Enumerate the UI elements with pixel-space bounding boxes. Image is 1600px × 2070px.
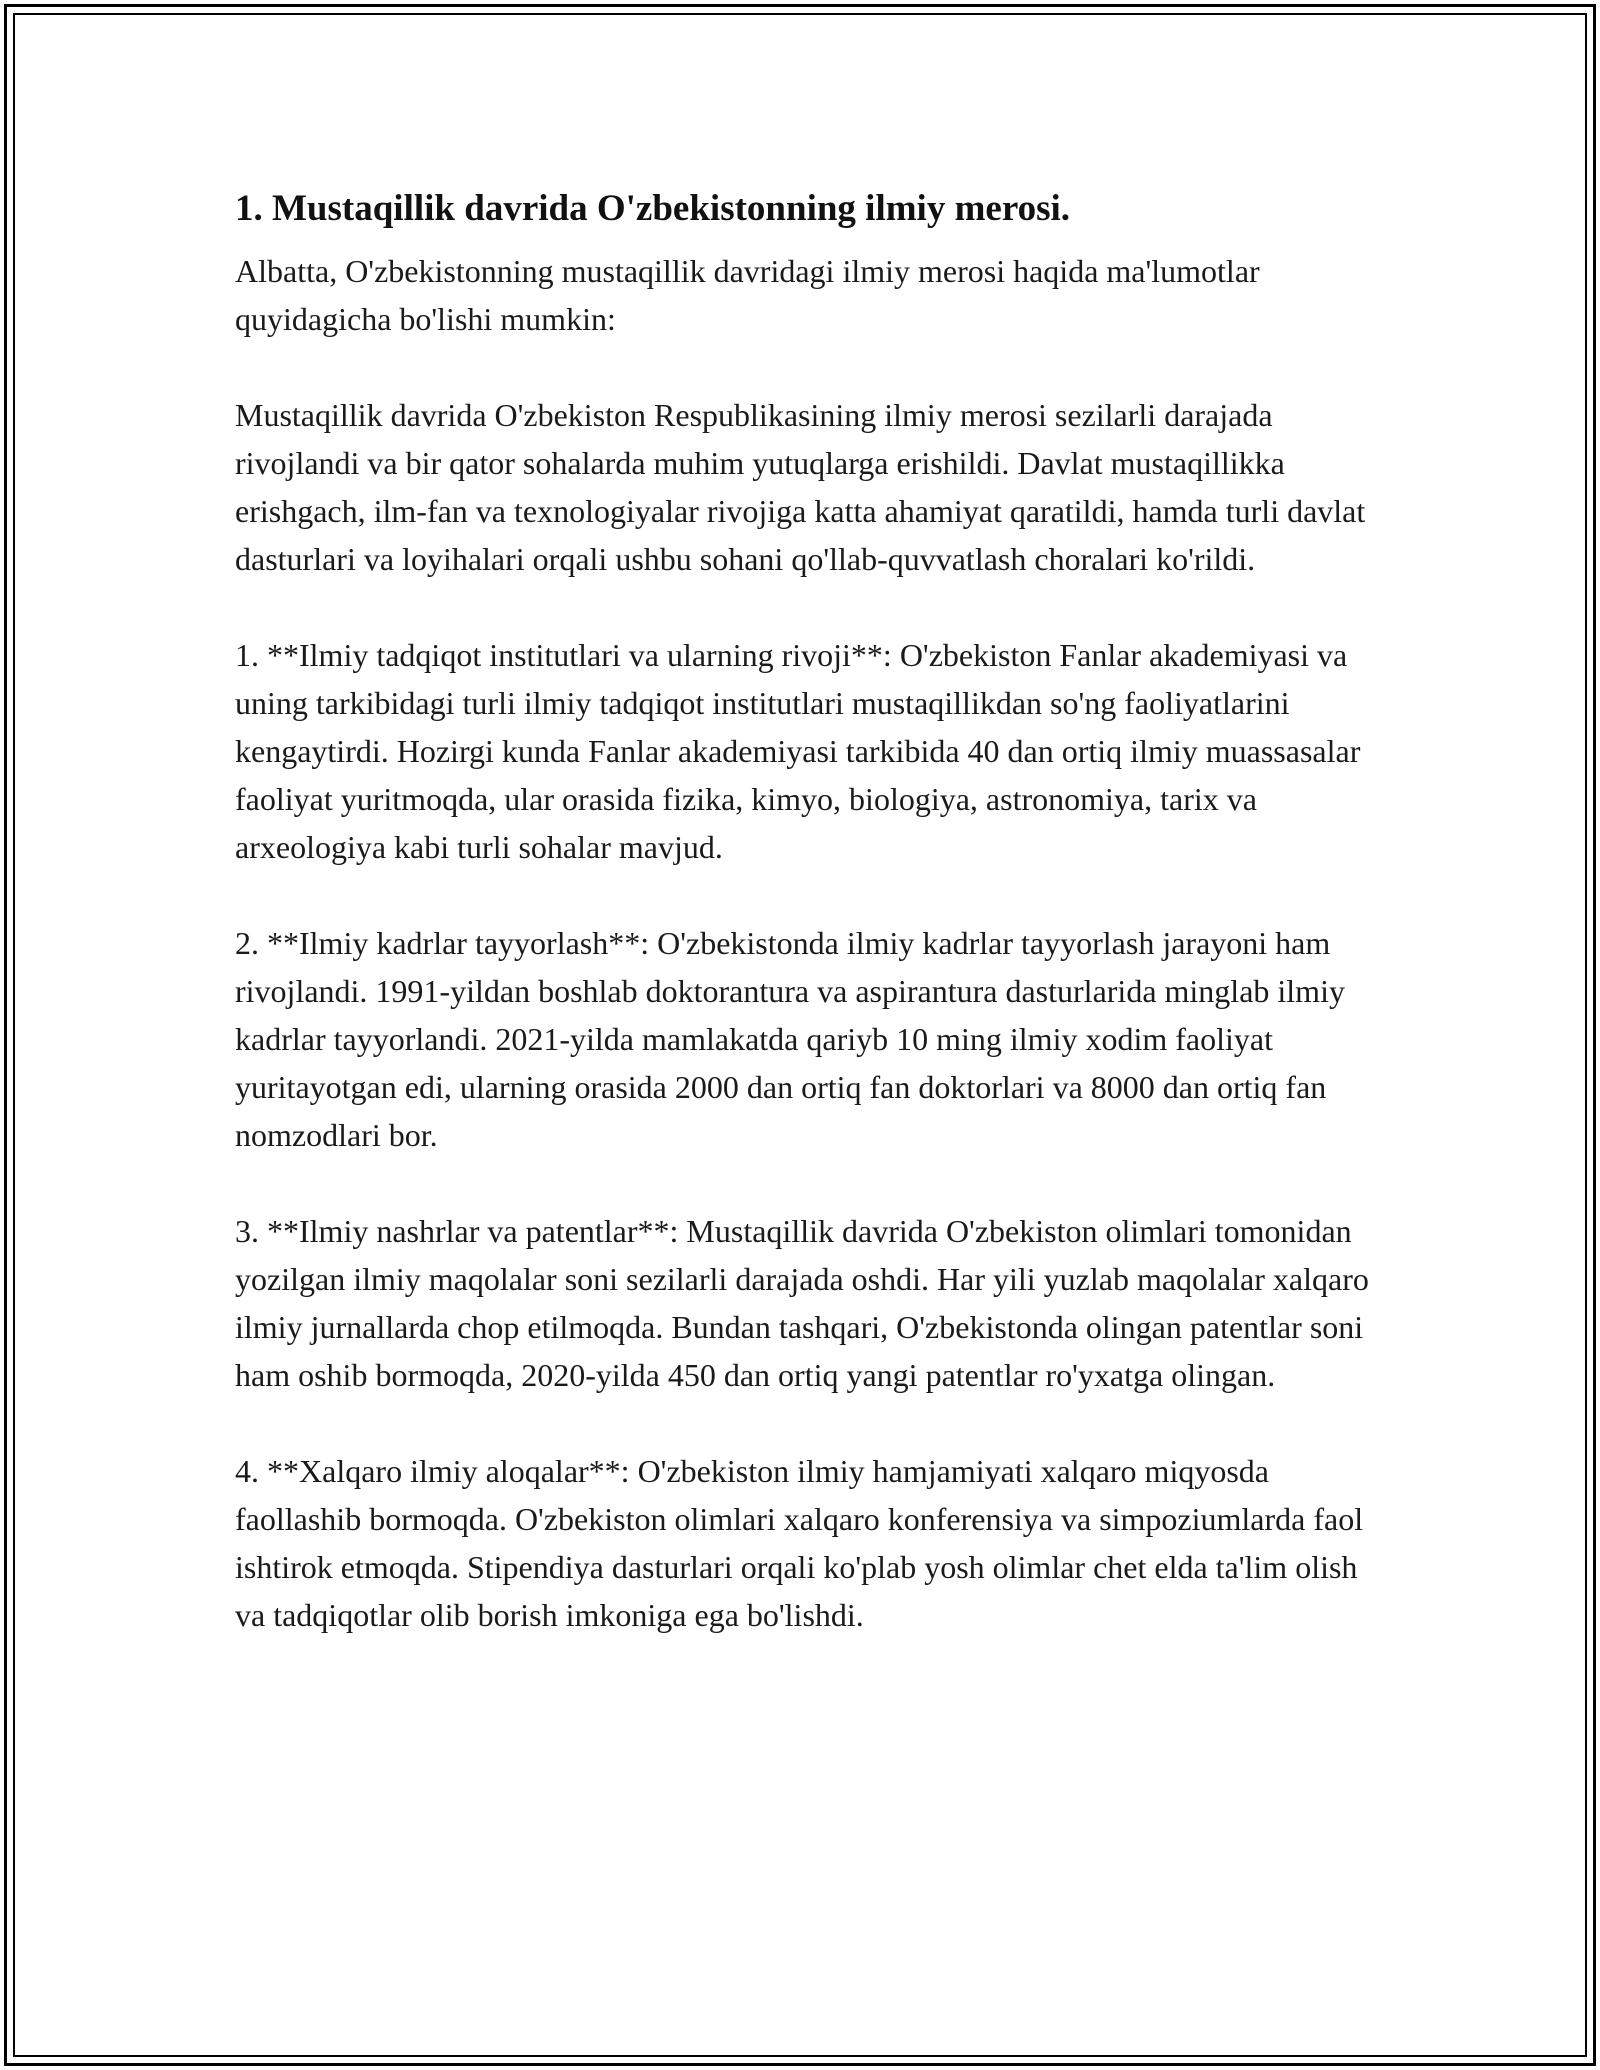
scientific-staff-paragraph: 2. **Ilmiy kadrlar tayyorlash**: O'zbekistonda ilmiy kadrlar tayyorlash jarayoni ham rivojlandi. 1991-yildan boshlab doktorantura va aspirantura dasturlarida minglab ilmiy kadrlar tayyorlandi. 2021-yilda mamlakatda qariyb 10 ming ilmiy xodim faoliyat yuritayotgan edi, ularning orasida 2000 dan ortiq fan doktorlari va 8000 dan ortiq fan nomzodlari bor. <box>235 925 1345 1153</box>
research-institutes-paragraph: 1. **Ilmiy tadqiqot institutlari va ularning rivoji**: O'zbekiston Fanlar akademiyasi va uning tarkibidagi turli ilmiy tadqiqot institutlari mustaqillikdan so'ng faoliyatlarini kengaytirdi. Hozirgi kunda Fanlar akademiyasi tarkibida 40 dan ortiq ilmiy muassasalar faoliyat yuritmoqda, ular orasida fizika, kimyo, biologiya, astronomiya, tarix va arxeologiya kabi turli sohalar mavjud. <box>235 637 1361 865</box>
document-body <box>235 183 1380 1639</box>
intro-paragraph: Albatta, O'zbekistonning mustaqillik davridagi ilmiy merosi haqida ma'lumotlar quyidagicha bo'lishi mumkin: <box>235 253 1260 337</box>
overview-paragraph: Mustaqillik davrida O'zbekiston Respublikasining ilmiy merosi sezilarli darajada rivojlandi va bir qator sohalarda muhim yutuqlarga erishildi. Davlat mustaqillikka erishgach, ilm-fan va texnologiyalar rivojiga katta ahamiyat qaratildi, hamda turli davlat dasturlari va loyihalari orqali ushbu sohani qo'llab-quvvatlash choralari ko'rildi. <box>235 397 1366 577</box>
publications-patents-paragraph: 3. **Ilmiy nashrlar va patentlar**: Mustaqillik davrida O'zbekiston olimlari tomonidan yozilgan ilmiy maqolalar soni sezilarli darajada oshdi. Har yili yuzlab maqolalar xalqaro ilmiy jurnallarda chop etilmoqda. Bundan tashqari, O'zbekistonda olingan patentlar soni ham oshib bormoqda, 2020-yilda 450 dan ortiq yangi patentlar ro'yxatga olingan. <box>235 1213 1369 1393</box>
international-relations-paragraph: 4. **Xalqaro ilmiy aloqalar**: O'zbekiston ilmiy hamjamiyati xalqaro miqyosda faollashib bormoqda. O'zbekiston olimlari xalqaro konferensiya va simpoziumlarda faol ishtirok etmoqda. Stipendiya dasturlari orqali ko'plab yosh olimlar chet elda ta'lim olish va tadqiqotlar olib borish imkoniga ega bo'lishdi. <box>235 1453 1364 1633</box>
document-title: 1. Mustaqillik davrida O'zbekistonning ilmiy merosi. <box>235 188 1071 229</box>
